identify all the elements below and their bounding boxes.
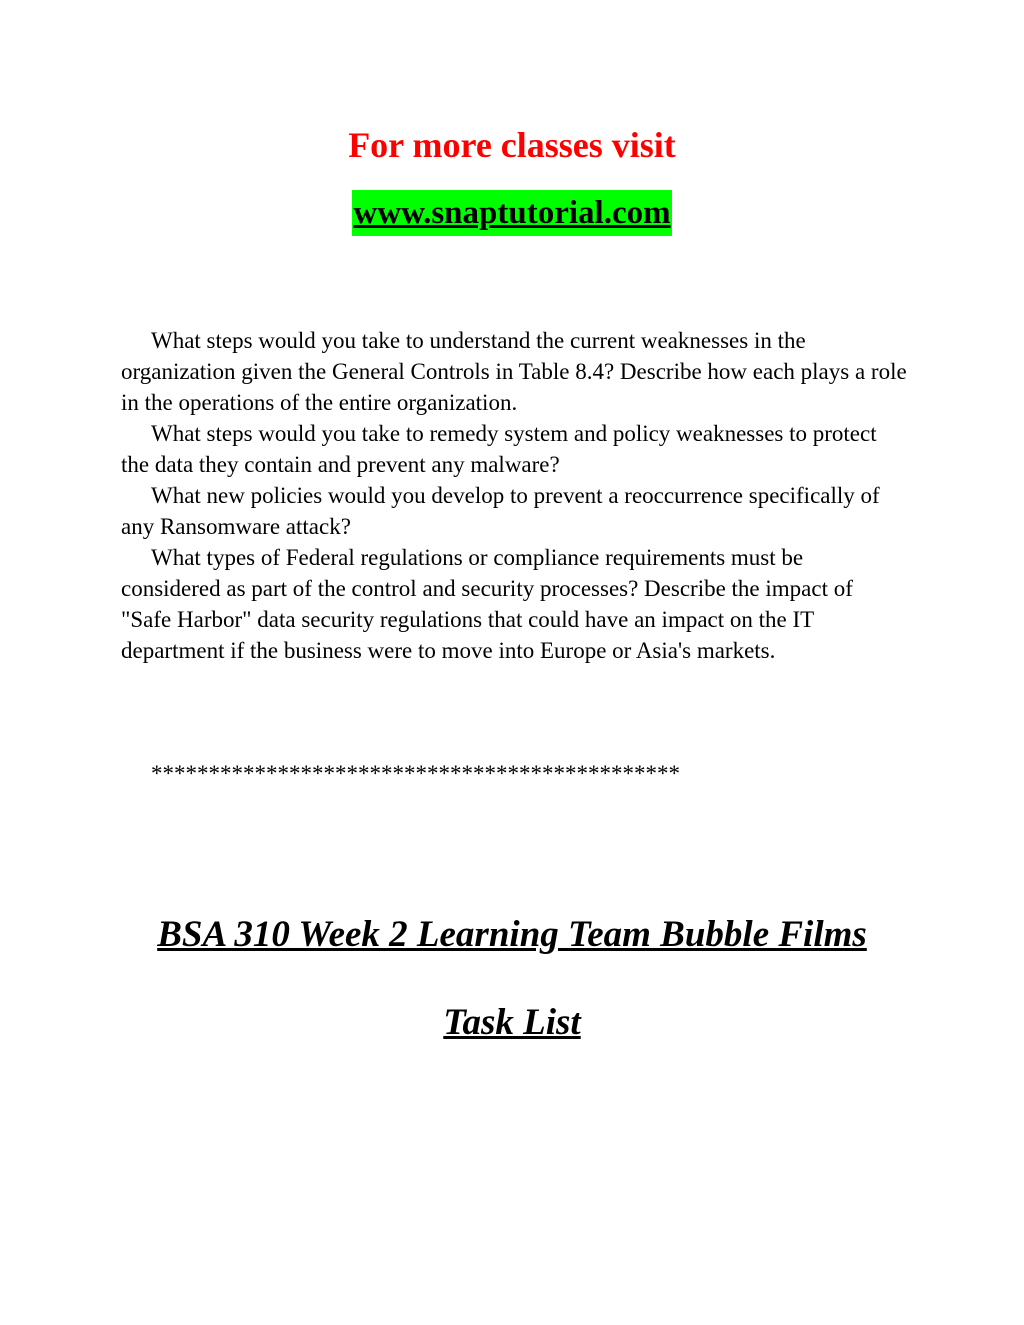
website-link[interactable]: www.snaptutorial.com [352, 190, 671, 236]
section-title: BSA 310 Week 2 Learning Team Bubble Films [157, 914, 867, 955]
separator-stars: ********************************************** [151, 761, 680, 786]
promo-heading: For more classes visit [348, 125, 676, 165]
question-paragraph-3: What new policies would you develop to prevent a reoccurrence specifically of any Ransomware attack? [121, 483, 880, 539]
question-body [121, 325, 907, 666]
section-subtitle: Task List [443, 1002, 581, 1043]
question-paragraph-4: What types of Federal regulations or compliance requirements must be considered as part of the control and security processes? Describe the impact of "Safe Harbor" data security regulations that could have an impact on the IT department if the business were to move into Europe or Asia's markets. [121, 545, 853, 663]
question-paragraph-2: What steps would you take to remedy system and policy weaknesses to protect the data they contain and prevent any malware? [121, 421, 877, 477]
website-line [0, 190, 1024, 236]
question-paragraph-1: What steps would you take to understand the current weaknesses in the organization given the General Controls in Table 8.4? Describe how each plays a role in the operations of the entire organization. [121, 328, 907, 415]
